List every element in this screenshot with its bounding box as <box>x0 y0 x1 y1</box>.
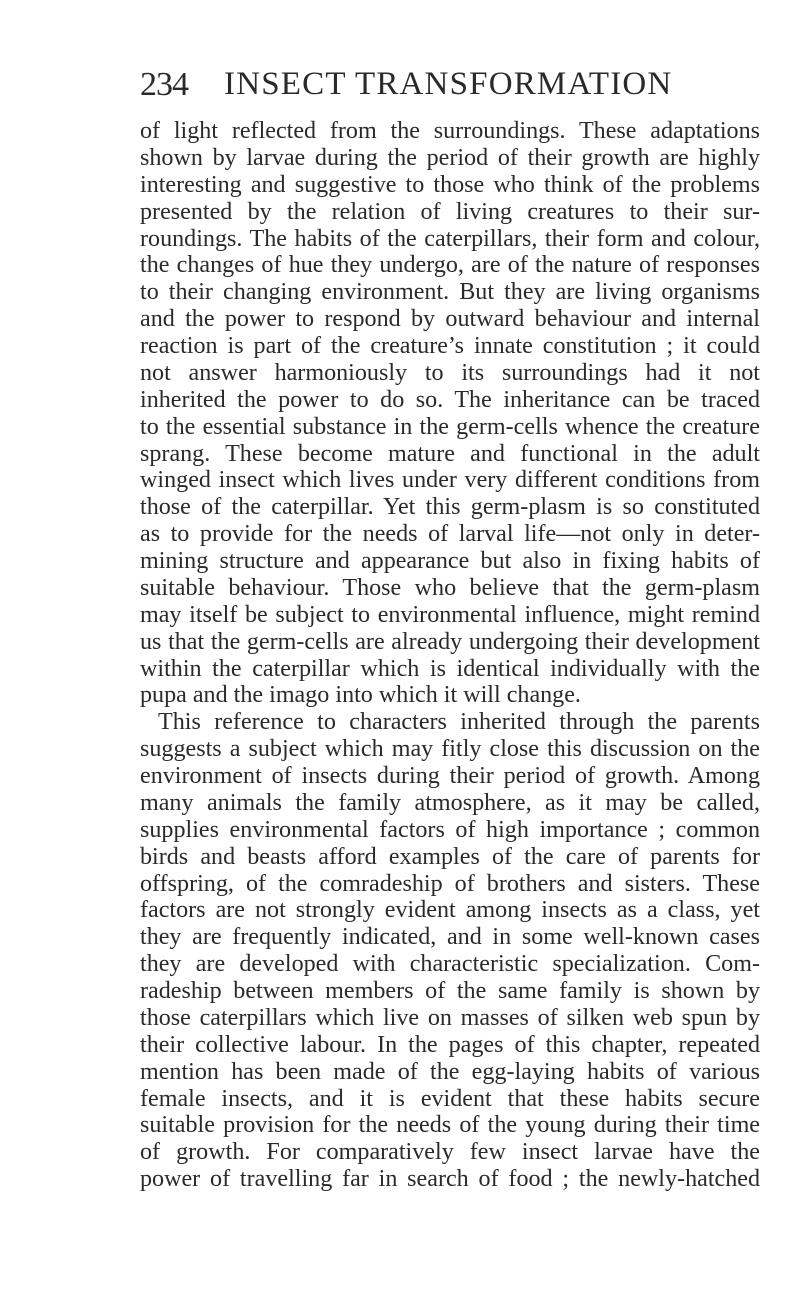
text-line: mention has been made of the egg-laying habits of various <box>140 1058 760 1085</box>
text-line: many animals the family atmosphere, as it may be called, <box>140 789 760 816</box>
text-line: mining structure and appearance but also in fixing habits of <box>140 548 760 574</box>
text-line: suitable provision for the needs of the young during their time <box>140 1112 760 1139</box>
text-line: interesting and suggestive to those who think of the problems <box>140 171 760 198</box>
text-line: suitable behaviour. Those who believe that the germ-plasm <box>140 574 760 601</box>
text-line: environment of insects during their period of growth. Among <box>140 763 760 789</box>
text-line: within the caterpillar which is identical individually with the <box>140 655 760 682</box>
text-line: supplies environmental factors of high importance ; common <box>140 816 760 843</box>
text-line: power of travelling far in search of food ; the newly-hatched <box>140 1166 760 1193</box>
running-head <box>140 66 760 116</box>
text-line: pupa and the imago into which it will change. <box>140 682 581 709</box>
text-line: not answer harmoniously to its surroundings had it not <box>140 359 760 386</box>
running-title: INSECT TRANSFORMATION <box>224 66 673 102</box>
text-line: inherited the power to do so. The inheritance can be traced <box>140 386 760 413</box>
text-line: winged insect which lives under very different conditions from <box>140 467 760 494</box>
text-line: shown by larvae during the period of their growth are highly <box>140 144 760 171</box>
text-line: roundings. The habits of the caterpillars, their form and colour, <box>140 225 760 252</box>
text-line: factors are not strongly evident among insects as a class, yet <box>140 897 760 924</box>
text-line: those caterpillars which live on masses of silken web spun by <box>140 1004 760 1031</box>
text-line: of growth. For comparatively few insect larvae have the <box>140 1139 760 1166</box>
text-line: those of the caterpillar. Yet this germ-plasm is so constituted <box>140 494 760 521</box>
text-line: to the essential substance in the germ-cells whence the creature <box>140 413 760 440</box>
text-line: presented by the relation of living creatures to their sur- <box>140 198 760 225</box>
text-line: to their changing environment. But they are living organisms <box>140 279 760 306</box>
text-line: birds and beasts afford examples of the care of parents for <box>140 843 760 870</box>
text-line: offspring, of the comradeship of brothers and sisters. These <box>140 870 760 897</box>
text-line: us that the germ-cells are already undergoing their development <box>140 628 760 655</box>
text-line: This reference to characters inherited through the parents <box>158 709 760 736</box>
text-line: they are developed with characteristic specialization. Com- <box>140 951 760 978</box>
text-line: reaction is part of the creature’s innate constitution ; it could <box>140 333 760 359</box>
text-line: their collective labour. In the pages of this chapter, repeated <box>140 1031 760 1058</box>
body-text <box>140 118 760 1193</box>
text-line: female insects, and it is evident that these habits secure <box>140 1085 760 1112</box>
page-number: 234 <box>140 66 188 103</box>
text-line: the changes of hue they undergo, are of the nature of responses <box>140 252 760 279</box>
book-page <box>140 66 760 1193</box>
text-line: as to provide for the needs of larval life—not only in deter- <box>140 521 760 548</box>
text-line: of light reflected from the surroundings. These adaptations <box>140 118 760 144</box>
text-line: and the power to respond by outward behaviour and internal <box>140 306 760 333</box>
text-line: suggests a subject which may fitly close this discussion on the <box>140 736 760 763</box>
text-line: radeship between members of the same family is shown by <box>140 978 760 1004</box>
text-line: sprang. These become mature and functional in the adult <box>140 440 760 467</box>
text-line: they are frequently indicated, and in some well-known cases <box>140 924 760 951</box>
text-line: may itself be subject to environmental influence, might remind <box>140 601 760 628</box>
